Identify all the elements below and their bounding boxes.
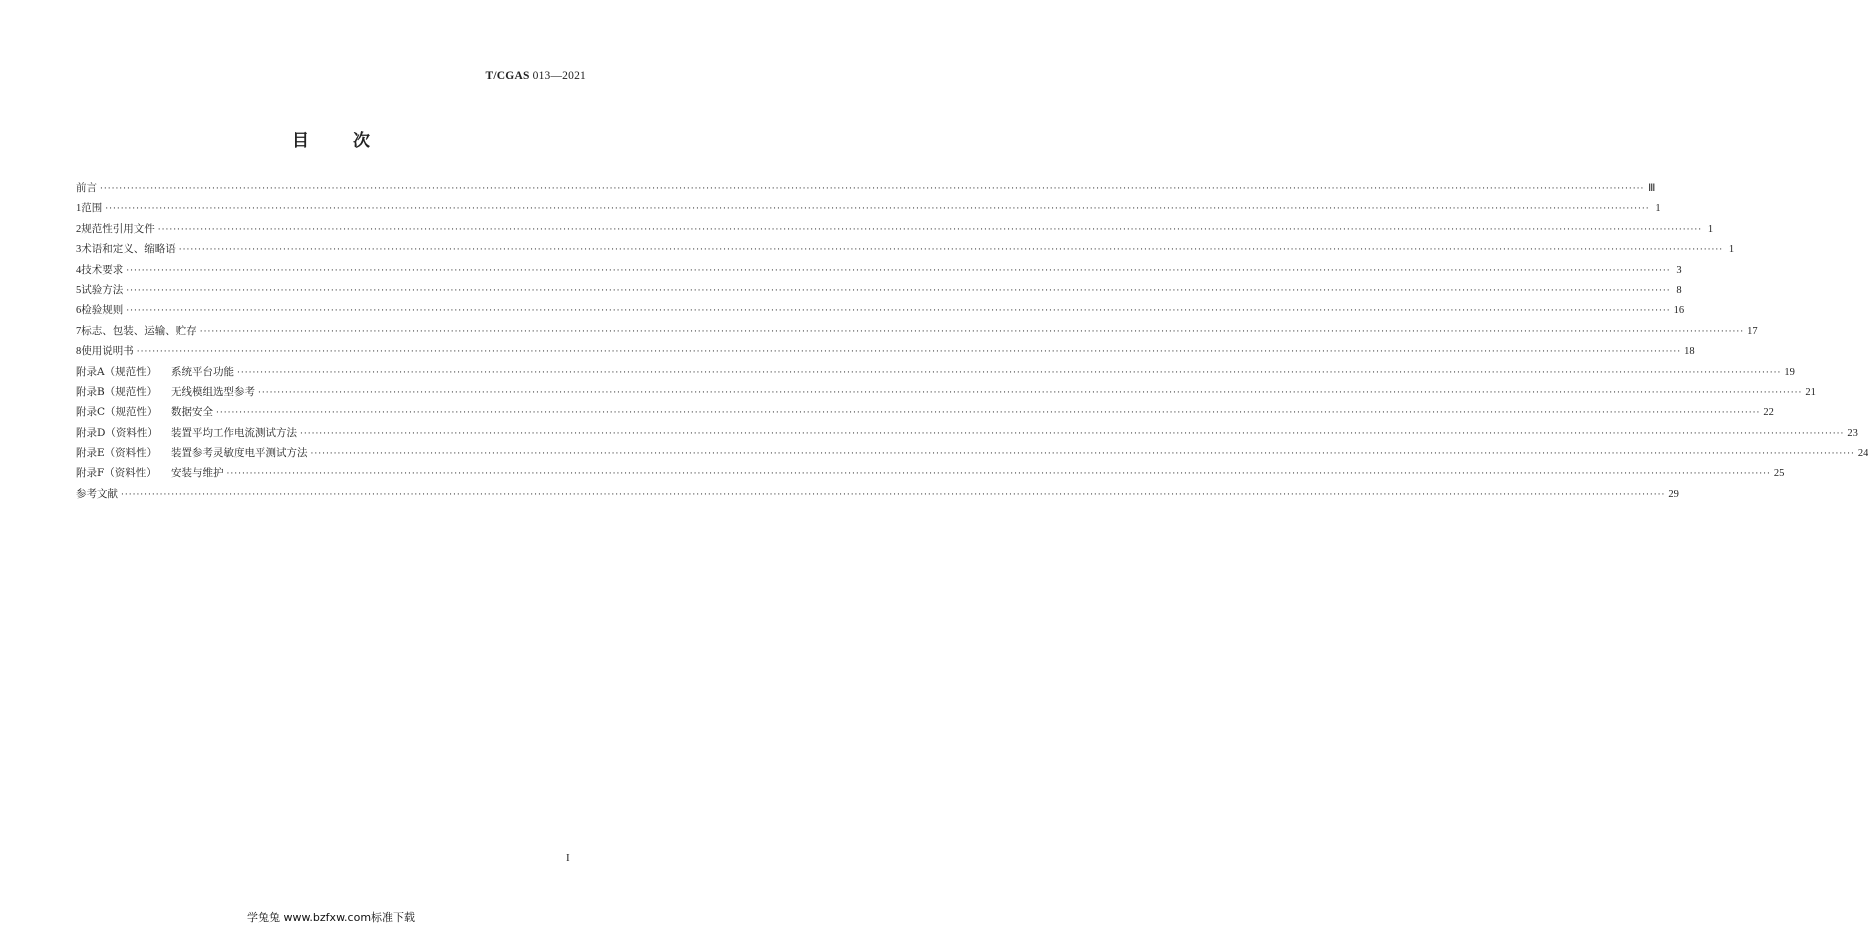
toc-entry[interactable]	[76, 362, 1795, 382]
toc-entry-label: 装置平均工作电流测试方法	[171, 426, 297, 439]
toc-entry-label: 前言	[76, 182, 97, 194]
page-number: I	[566, 852, 570, 864]
toc-entry-page: 1	[1728, 244, 1735, 256]
standard-number: 013—2021	[529, 70, 586, 82]
footer-watermark: 学兔兔 www.bzfxw.com标准下载	[246, 911, 416, 924]
toc-entry[interactable]	[76, 341, 1695, 361]
toc-entry-number: 6	[76, 305, 82, 317]
toc-entry[interactable]	[76, 239, 1735, 259]
toc-dot-leader: ················································································································································································································································································································································································································	[237, 367, 1782, 378]
toc-entry-category: 附录B（规范性）	[76, 385, 158, 398]
toc-entry-category: 附录E（资料性）	[76, 447, 158, 460]
toc-dot-leader: ················································································································································································································································································································································································································	[199, 326, 1745, 337]
toc-entry-label: 检验规则	[81, 304, 124, 317]
toc-entry-number: 5	[76, 284, 82, 296]
toc-entry[interactable]	[76, 178, 1656, 198]
toc-entry-page: 1	[1707, 223, 1714, 235]
toc-entry-label: 无线模组选型参考	[171, 385, 255, 398]
toc-entry[interactable]	[76, 443, 1868, 463]
toc-entry[interactable]	[76, 423, 1858, 443]
toc-entry[interactable]	[76, 300, 1685, 320]
toc-entry-number: 4	[76, 264, 82, 276]
toc-entry-label: 系统平台功能	[171, 365, 234, 378]
toc-entry-label: 装置参考灵敏度电平测试方法	[171, 447, 308, 460]
toc-entry[interactable]	[76, 260, 1682, 280]
toc-entry-page: 21	[1805, 386, 1816, 398]
standard-code	[486, 70, 586, 82]
toc-entry[interactable]	[76, 321, 1758, 341]
toc-entry-page: 29	[1668, 488, 1679, 500]
toc-entry-page: 3	[1676, 264, 1682, 276]
toc-entry[interactable]	[76, 382, 1816, 402]
toc-entry[interactable]	[76, 219, 1714, 239]
toc-entry-category: 附录A（规范性）	[76, 365, 158, 378]
toc-entry-category: 附录C（规范性）	[76, 406, 158, 419]
toc-entry-label: 技术要求	[81, 263, 124, 276]
toc-dot-leader: ················································································································································································································································································································································································································	[121, 489, 1666, 500]
toc-entry[interactable]	[76, 280, 1682, 300]
toc-entry-page: 8	[1676, 284, 1682, 296]
toc-entry[interactable]	[76, 463, 1785, 483]
toc-entry-label: 参考文献	[76, 487, 118, 500]
toc-entry-category: 附录F（资料性）	[76, 467, 157, 480]
toc-entry-label: 规范性引用文件	[81, 222, 155, 235]
toc-dot-leader: ················································································································································································································································································································································································································	[126, 306, 1671, 317]
toc-entry-page: 19	[1784, 366, 1795, 378]
toc-dot-leader: ················································································································································································································································································································································································································	[178, 245, 1724, 256]
toc-entry-label: 范围	[81, 202, 103, 215]
toc-entry-label: 试验方法	[81, 283, 124, 296]
toc-dot-leader: ················································································································································································································································································································································································································	[105, 204, 1650, 215]
toc-entry-label: 数据安全	[171, 406, 213, 419]
toc-dot-leader: ················································································································································································································································································································································································································	[300, 428, 1845, 439]
toc-entry[interactable]	[76, 198, 1661, 218]
standard-prefix: T/CGAS	[485, 70, 530, 82]
toc-dot-leader: ················································································································································································································································································································································································································	[100, 184, 1645, 194]
toc-entry-label: 安装与维护	[171, 467, 224, 480]
toc-entry-page: 25	[1773, 468, 1785, 480]
toc-entry-page: 24	[1857, 448, 1868, 460]
toc-dot-leader: ················································································································································································································································································································································································································	[226, 469, 1771, 480]
toc-entry-page: 22	[1763, 407, 1774, 419]
toc-entry-page: 17	[1747, 325, 1758, 337]
toc-entry-label: 术语和定义、缩略语	[81, 243, 176, 256]
toc-dot-leader: ················································································································································································································································································································································································································	[157, 224, 1703, 235]
toc-entry-label: 使用说明书	[81, 345, 134, 358]
toc-dot-leader: ················································································································································································································································································································································································································	[126, 285, 1671, 296]
toc-entry-number: 1	[76, 203, 82, 215]
toc-dot-leader: ················································································································································································································································································································································································································	[126, 265, 1671, 276]
toc-entry[interactable]	[76, 402, 1774, 422]
toc-entry-number: 3	[76, 244, 82, 256]
toc-entry-number: 7	[76, 325, 82, 337]
toc-entry[interactable]	[76, 484, 1679, 504]
table-of-contents	[76, 178, 1868, 504]
toc-entry-number: 2	[76, 223, 82, 235]
toc-entry-page: 18	[1684, 346, 1695, 358]
toc-dot-leader: ················································································································································································································································································································································································································	[216, 408, 1761, 419]
toc-entry-page: 16	[1673, 305, 1685, 317]
toc-dot-leader: ················································································································································································································································································································································································································	[258, 387, 1803, 398]
toc-dot-leader: ················································································································································································································································································································································································································	[310, 449, 1855, 460]
toc-entry-page: 23	[1847, 427, 1858, 439]
toc-entry-category: 附录D（资料性）	[76, 426, 158, 439]
toc-entry-page: 1	[1655, 203, 1661, 215]
toc-entry-number: 8	[76, 346, 82, 358]
toc-dot-leader: ················································································································································································································································································································································································································	[136, 347, 1682, 358]
toc-entry-page: Ⅲ	[1648, 183, 1656, 194]
toc-title: 目次	[292, 131, 414, 151]
toc-entry-label: 标志、包装、运输、贮存	[81, 324, 197, 337]
